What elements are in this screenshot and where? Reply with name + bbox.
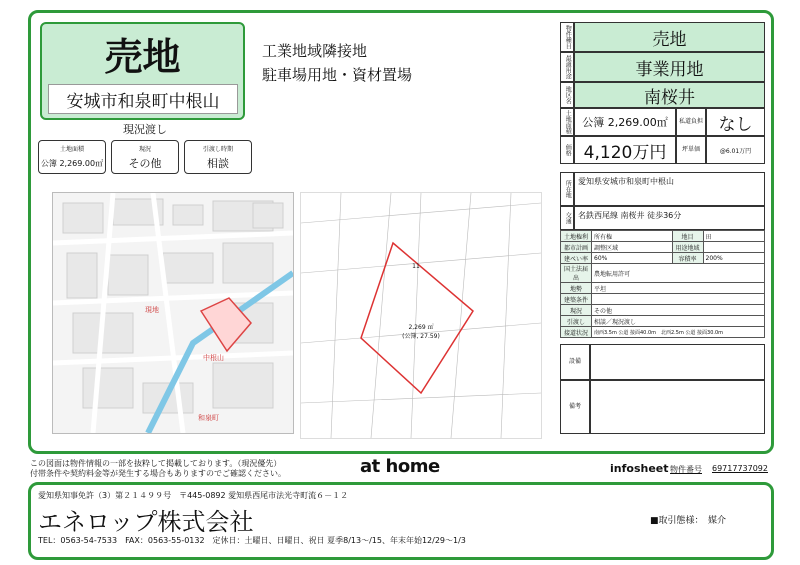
spec-val: 南西3.5m 公道 接面40.0m 北西2.5m 公道 接面30.0m bbox=[592, 327, 765, 338]
summary-value: 相談 bbox=[207, 157, 229, 170]
type-label: 物件種目 bbox=[560, 22, 574, 52]
facilities-value bbox=[590, 344, 765, 380]
footer-note-1: この図面は物件情報の一部を抜粋して掲載しております。（現況優先） bbox=[30, 459, 282, 468]
spec-key: 都市計画 bbox=[561, 242, 592, 253]
road-value: なし bbox=[706, 108, 765, 136]
price-label: 価格 bbox=[560, 136, 574, 164]
athome-logo: at home bbox=[360, 456, 440, 477]
spec-key: 建ぺい率 bbox=[561, 253, 592, 264]
spec-key: 現況 bbox=[561, 305, 592, 316]
agent-license: 愛知県知事免許（3）第２１４９９号 〒445-0892 愛知県西尾市法光寺町流６－１２ bbox=[38, 491, 349, 500]
spec-val bbox=[703, 242, 765, 253]
plat-lot-number: 11 bbox=[412, 262, 420, 270]
map-park-label: 中根山 bbox=[203, 354, 224, 362]
spec-key: 容積率 bbox=[672, 253, 703, 264]
type-value: 売地 bbox=[574, 22, 765, 52]
region-value: 南桜井 bbox=[574, 82, 765, 108]
summary-label: 現況 bbox=[138, 145, 151, 153]
road-label: 私道負担 bbox=[676, 108, 706, 136]
address-label: 所在地 bbox=[560, 172, 574, 206]
location-map bbox=[52, 192, 294, 434]
agent-contact: TEL：0563-54-7533 FAX：0563-55-0132 定休日：土曜日、日曜日、祝日 夏季8/13〜/15、年末年始12/29〜1/3 bbox=[38, 536, 466, 545]
area-value: 公簿 2,269.00㎡ bbox=[574, 108, 676, 136]
spec-key: 地目 bbox=[672, 231, 703, 242]
side-panel bbox=[560, 22, 765, 434]
spec-val: 所有権 bbox=[592, 231, 673, 242]
spec-key: 引渡し bbox=[561, 316, 592, 327]
page-title: 売地 bbox=[104, 34, 181, 79]
address-value: 愛知県安城市和泉町中根山 bbox=[574, 172, 765, 206]
spec-val: 田 bbox=[703, 231, 765, 242]
spec-val: 相談／現況渡し bbox=[592, 316, 765, 327]
spec-key: 国土法届出 bbox=[561, 264, 592, 283]
area-label: 土地面積 bbox=[560, 108, 574, 136]
feature-2: 駐車場用地・資材置場 bbox=[262, 66, 413, 84]
price-value: 4,120万円 bbox=[574, 136, 676, 164]
plat-area: 2,269 ㎡ bbox=[408, 323, 434, 331]
title-block bbox=[40, 22, 245, 120]
spec-table bbox=[560, 230, 765, 338]
transport-value: 名鉄西尾線 南桜井 徒歩36分 bbox=[574, 206, 765, 230]
summary-label: 引渡し時期 bbox=[202, 145, 233, 153]
use-value: 事業用地 bbox=[574, 52, 765, 82]
spec-key: 地勢 bbox=[561, 283, 592, 294]
property-id-label: 物件番号 bbox=[670, 465, 702, 474]
transport-label: 交通 bbox=[560, 206, 574, 230]
transaction-mode: ■取引態様： 媒介 bbox=[650, 516, 727, 526]
summary-box-status bbox=[111, 140, 179, 174]
spec-val: 農地転用許可 bbox=[592, 264, 765, 283]
plat-drawing bbox=[301, 193, 541, 438]
summary-box-handover bbox=[184, 140, 252, 174]
property-id: 69717737092 bbox=[712, 464, 768, 473]
spec-val: 平坦 bbox=[592, 283, 765, 294]
map-drawing bbox=[53, 193, 293, 433]
spec-key: 土地権利 bbox=[561, 231, 592, 242]
remarks-label: 備考 bbox=[560, 380, 590, 434]
infosheet-label: infosheet bbox=[610, 462, 669, 475]
location-label: 安城市和泉町中根山 bbox=[48, 84, 238, 114]
spec-val: 調整区域 bbox=[592, 242, 673, 253]
spec-key: 用途地域 bbox=[672, 242, 703, 253]
spec-val: 60% bbox=[592, 253, 673, 264]
remarks-value bbox=[590, 380, 765, 434]
footer-note-2: 付帯条件や契約料金等が発生する場合もありますのでご確認ください。 bbox=[30, 469, 286, 478]
unit-label: 坪単価 bbox=[676, 136, 706, 164]
summary-label: 土地面積 bbox=[59, 145, 84, 153]
spec-key: 建築条件 bbox=[561, 294, 592, 305]
spec-val bbox=[592, 294, 765, 305]
status-note: 現況渡し bbox=[123, 123, 167, 136]
facilities-label: 設備 bbox=[560, 344, 590, 380]
map-site-label: 現地 bbox=[145, 306, 159, 314]
summary-box-area bbox=[38, 140, 106, 174]
unit-value: @6.01万円 bbox=[706, 136, 765, 164]
agent-name: エネロップ株式会社 bbox=[38, 508, 254, 536]
spec-val: その他 bbox=[592, 305, 765, 316]
feature-1: 工業地域隣接地 bbox=[262, 42, 368, 60]
plat-area-sub: (公簿, 27.59) bbox=[402, 332, 440, 340]
spec-key: 接道状況 bbox=[561, 327, 592, 338]
map-town-label: 和泉町 bbox=[198, 414, 219, 422]
plat-map bbox=[300, 192, 542, 439]
summary-value: 公簿 2,269.00㎡ bbox=[40, 158, 104, 168]
spec-val: 200% bbox=[703, 253, 765, 264]
use-label: 最適用途 bbox=[560, 52, 574, 82]
region-label: 地区名 bbox=[560, 82, 574, 108]
summary-value: その他 bbox=[128, 157, 162, 170]
